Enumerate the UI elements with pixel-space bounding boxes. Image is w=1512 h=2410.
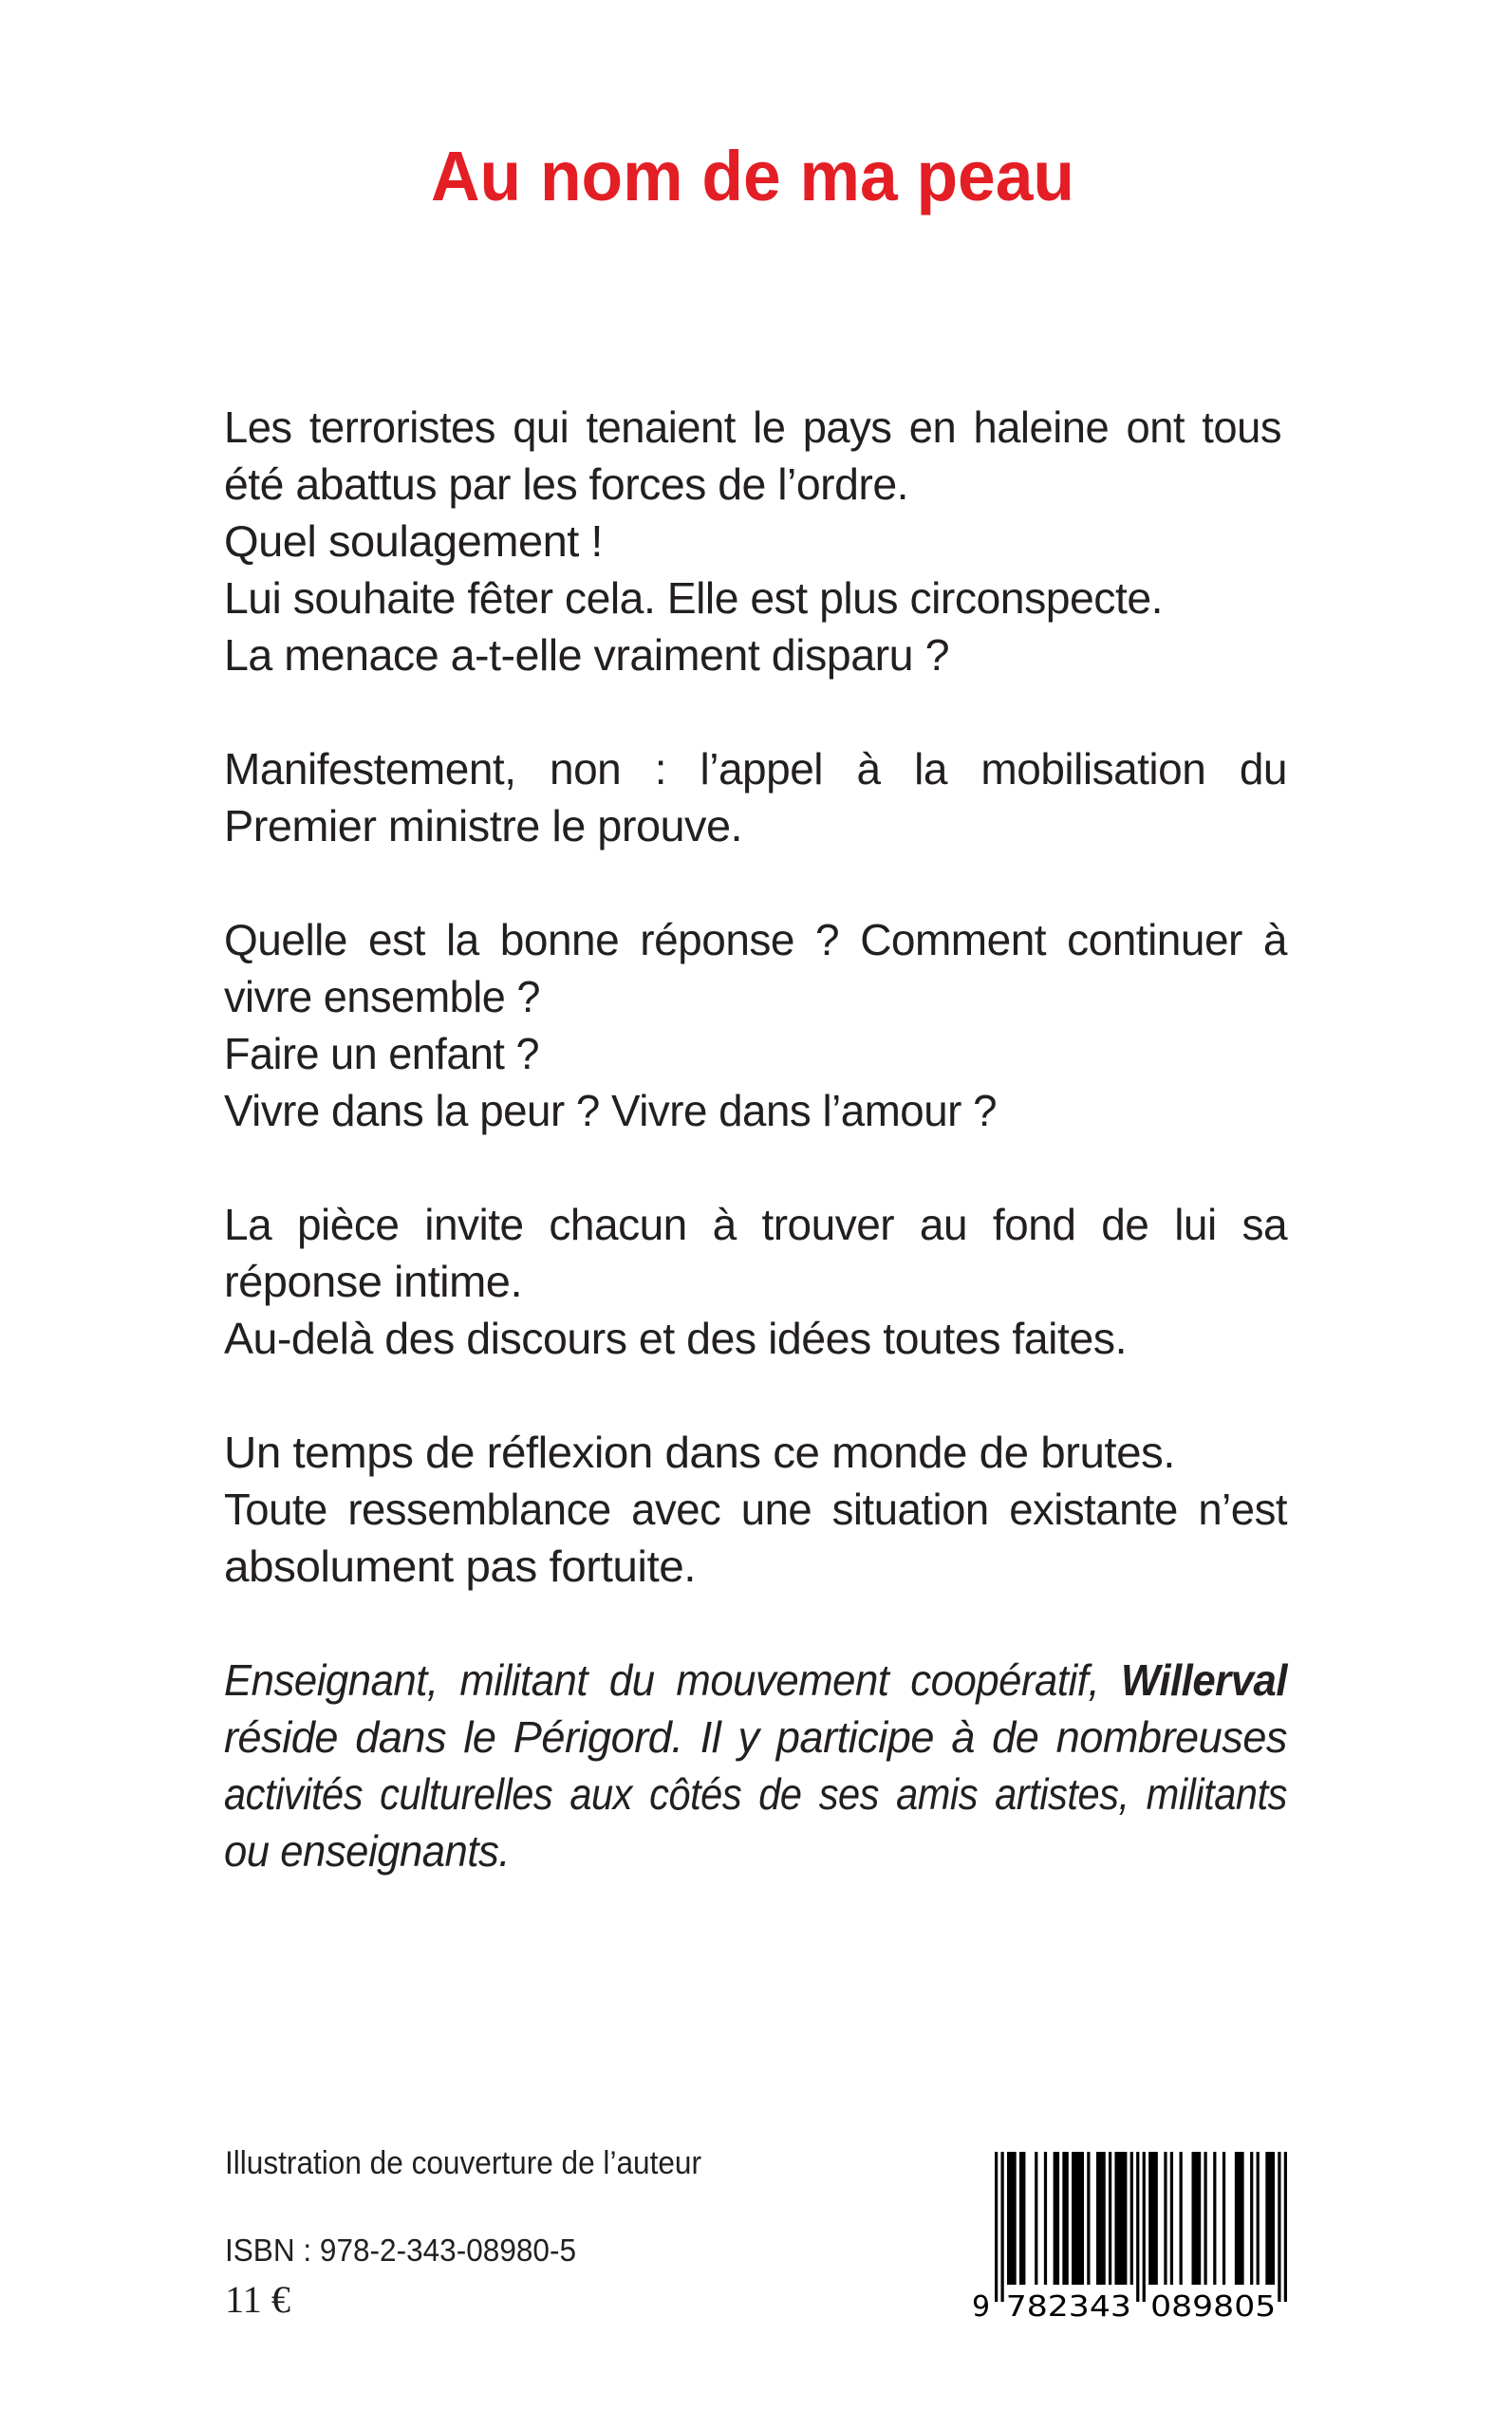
isbn-label: ISBN : 978-2-343-08980-5 xyxy=(225,2233,576,2268)
blurb-line: Vivre dans la peur ? Vivre dans l’amour ? xyxy=(224,1086,997,1135)
blurb-line: absolument pas fortuite. xyxy=(224,1541,696,1591)
paragraph-spacer xyxy=(224,683,1287,740)
blurb-line: Au-delà des discours et des idées toutes faites. xyxy=(224,1314,1127,1363)
author-name: Willerval xyxy=(1120,1655,1288,1705)
cover-illustration-credit: Illustration de couverture de l’auteur xyxy=(225,2145,701,2181)
blurb-line: Premier ministre le prouve. xyxy=(224,801,742,850)
svg-text:782343: 782343 xyxy=(1005,2290,1131,2323)
blurb-line: Quelle est la bonne réponse ? Comment continuer à xyxy=(224,915,1287,964)
paragraph-spacer xyxy=(224,1367,1287,1424)
blurb-line: Quel soulagement ! xyxy=(224,516,603,566)
blurb-line: Manifestement, non : l’appel à la mobilisation du xyxy=(224,744,1287,794)
price-label: 11 € xyxy=(225,2278,290,2321)
book-title: Au nom de ma peau xyxy=(431,137,1074,215)
blurb-line: Lui souhaite fêter cela. Elle est plus circonspecte. xyxy=(224,573,1163,623)
author-bio-line: ou enseignants. xyxy=(224,1826,510,1876)
blurb-text xyxy=(224,399,1287,1879)
blurb-line: Un temps de réflexion dans ce monde de brutes. xyxy=(224,1428,1175,1477)
blurb-line: vivre ensemble ? xyxy=(224,972,540,1021)
svg-text:9: 9 xyxy=(972,2290,991,2323)
paragraph-spacer xyxy=(224,1139,1287,1196)
blurb-line: été abattus par les forces de l’ordre. xyxy=(224,459,908,509)
paragraph-spacer xyxy=(224,1595,1287,1652)
author-bio-line: Enseignant, militant du mouvement coopératif, Willerval xyxy=(224,1655,1288,1705)
blurb-line: Les terroristes qui tenaient le pays en haleine ont tous xyxy=(224,402,1281,452)
blurb-line: Faire un enfant ? xyxy=(224,1029,539,1078)
isbn-barcode xyxy=(968,2147,1296,2323)
author-bio-line: activités culturelles aux côtés de ses amis artistes, militants xyxy=(224,1769,1288,1819)
blurb-line: réponse intime. xyxy=(224,1257,522,1306)
blurb-line: La pièce invite chacun à trouver au fond de lui sa xyxy=(224,1200,1288,1249)
barcode-graphic xyxy=(968,2147,1296,2323)
paragraph-spacer xyxy=(224,854,1287,911)
author-bio-line: réside dans le Périgord. Il y participe à de nombreuses xyxy=(224,1712,1287,1762)
blurb-line: Toute ressemblance avec une situation existante n’est xyxy=(224,1485,1288,1534)
svg-text:089805: 089805 xyxy=(1150,2290,1277,2323)
blurb-line: La menace a-t-elle vraiment disparu ? xyxy=(224,630,949,680)
